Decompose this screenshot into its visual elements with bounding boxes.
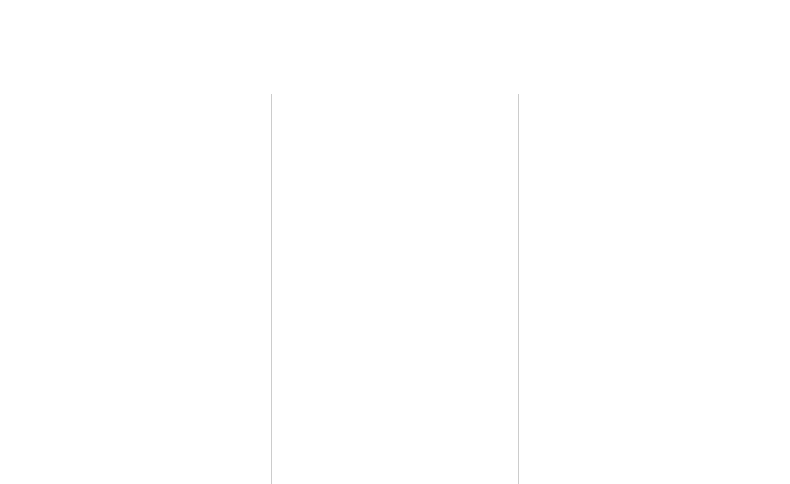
column-1 [8, 94, 255, 484]
column-3 [535, 94, 782, 484]
article-columns [8, 90, 782, 484]
column-2 [271, 94, 518, 484]
headline [8, 6, 782, 90]
